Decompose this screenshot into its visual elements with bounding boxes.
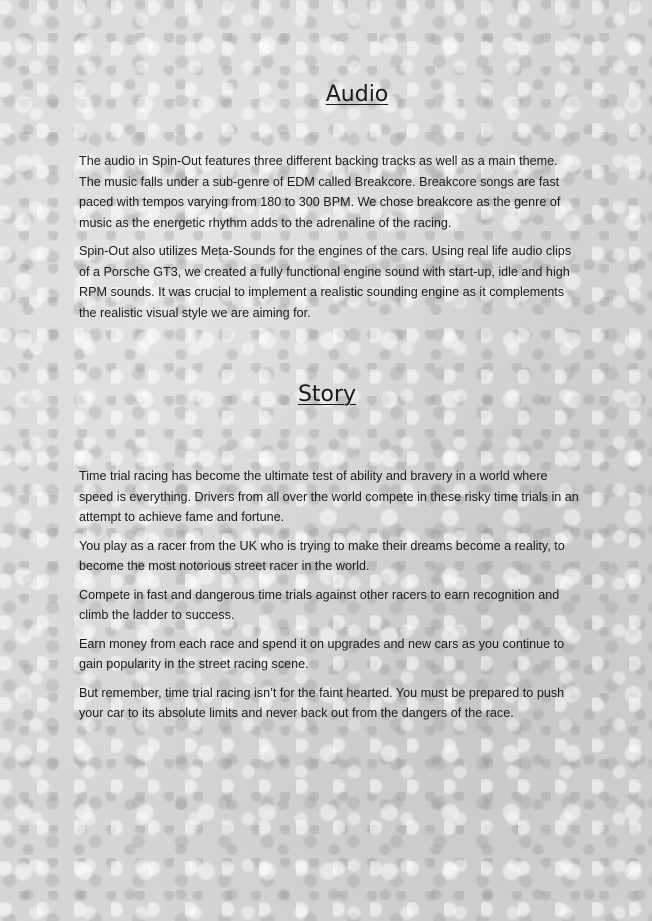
story-paragraph-2: You play as a racer from the UK who is trying to make their dreams become a reality, to become the most notorious street racer in the world. [79,538,565,573]
story-paragraph-4: Earn money from each race and spend it on upgrades and new cars as you continue to gain popularity in the street racing scene. [79,636,565,671]
story-paragraph-5: But remember, time trial racing isn’t for the faint hearted. You must be prepared to push your car to its absolute limits and never back out from the dangers of the race. [79,685,565,720]
audio-heading: Audio [325,82,389,107]
audio-section [79,151,579,331]
story-section [79,466,579,732]
story-paragraph-1: Time trial racing has become the ultimate test of ability and bravery in a world where speed is everything. Drivers from all over the world compete in these risky time trials in an attempt to achieve fame and fortune. [79,469,579,524]
story-heading: Story [297,382,357,407]
audio-paragraph-2: Spin-Out also utilizes Meta-Sounds for the engines of the cars. Using real life audio clips of a Porsche GT3, we created a fully functional engine sound with start-up, idle and high RPM sounds. It was crucial to implement a realistic sounding engine as it complements the realistic visual style we are aiming for. [79,244,572,320]
audio-paragraph-1: The audio in Spin-Out features three different backing tracks as well as a main theme. The music falls under a sub-genre of EDM called Breakcore. Breakcore songs are fast paced with tempos varying from 180 to 300 BPM. We chose breakcore as the genre of music as the energetic rhythm adds to the adrenaline of the racing. [79,154,561,230]
story-paragraph-3: Compete in fast and dangerous time trials against other racers to earn recognition and climb the ladder to success. [79,587,560,622]
